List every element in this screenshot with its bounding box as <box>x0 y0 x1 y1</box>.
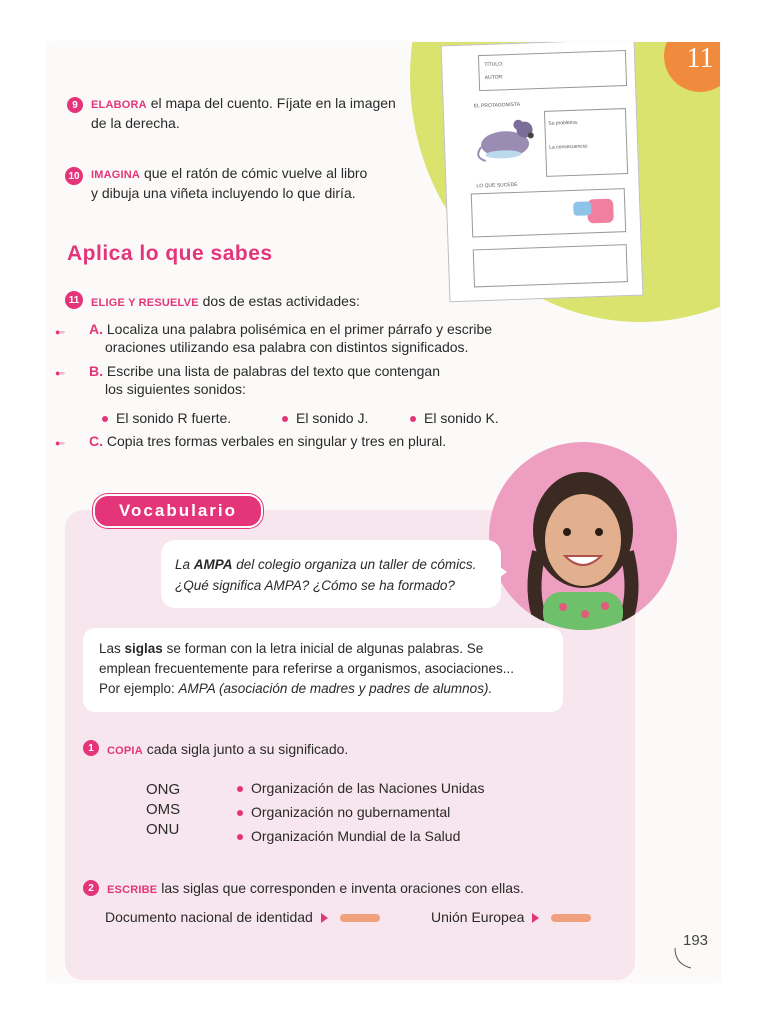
final-box <box>473 244 628 287</box>
page-number: 193 <box>683 932 709 949</box>
activity-text: dos de estas actividades: <box>202 293 360 309</box>
answer-blank[interactable] <box>551 914 591 922</box>
activity-verb: ELABORA <box>91 99 147 111</box>
speech-text: La AMPA del colegio organiza un taller de cómics. ¿Qué significa AMPA? ¿Cómo se ha formado? <box>175 557 477 593</box>
activity-text: que el ratón de cómic vuelve al libro <box>143 165 368 181</box>
activity-9 <box>91 94 421 132</box>
girl-illustration <box>489 442 677 630</box>
activity-text: el mapa del cuento. Fíjate en la imagen <box>150 95 396 111</box>
sticker-decoration-2 <box>573 201 591 216</box>
activity-text-line2: y dibuja una viñeta incluyendo lo que diría. <box>91 185 356 201</box>
answer-blank[interactable] <box>340 914 380 922</box>
exercise-2: ESCRIBE las siglas que corresponden e inventa oraciones con ellas. <box>107 880 524 896</box>
exercise-1: COPIA cada sigla junto a su significado. <box>107 741 349 757</box>
meaning-list <box>237 776 484 848</box>
what-happens-label: LO QUE SUCEDE <box>476 181 518 190</box>
problem-label: Su problema: <box>548 119 579 127</box>
acronym: ONU <box>146 821 180 838</box>
activity-number-badge: 9 <box>67 97 83 113</box>
acronym-list <box>146 780 180 840</box>
title-author-box <box>478 50 627 91</box>
list-item: A. Localiza una palabra polisémica en el primer párrafo y escribe oraciones utilizando esa palabra con distintos significados. <box>89 321 493 355</box>
protagonist-label: EL PROTAGONISTA <box>473 101 521 110</box>
exercise-number-badge: 1 <box>83 740 99 756</box>
fill-in-item: Documento nacional de identidad <box>105 908 380 926</box>
meaning-item: Organización de las Naciones Unidas <box>237 776 484 800</box>
list-item: C. Copia tres formas verbales en singular y tres en plural. <box>89 433 447 449</box>
exercise-number-badge: 2 <box>83 880 99 896</box>
sound-item: El sonido J. <box>282 409 368 427</box>
girl-photo <box>489 442 677 630</box>
fill-in-item: Unión Europea <box>431 908 591 926</box>
acronym: OMS <box>146 801 181 818</box>
activity-verb: ELIGE Y RESUELVE <box>91 297 199 309</box>
activity-number-badge: 10 <box>65 167 83 185</box>
info-text: Las siglas se forman con la letra inicial de algunas palabras. Se emplean frecuentemente para referirse a organismos, asociaciones... Por ejemplo: AMPA (asociación de madres y padres de alumnos). <box>99 641 514 696</box>
section-title-aplica: Aplica lo que sabes <box>67 242 273 265</box>
activity-number-badge: 11 <box>65 291 83 309</box>
story-map-card <box>441 42 644 302</box>
author-field-label: AUTOR: <box>484 74 504 81</box>
difficulty-dots: ●◦◦ <box>55 327 64 337</box>
activity-verb: IMAGINA <box>91 169 141 181</box>
textbook-page <box>47 42 720 982</box>
activity-10 <box>91 164 421 202</box>
consequence-label: La consecuencia: <box>549 143 589 151</box>
mouse-illustration <box>472 115 546 163</box>
speech-bubble-tail <box>493 562 507 582</box>
vocabulario-label: Vocabulario <box>93 494 263 528</box>
sound-item: El sonido K. <box>410 409 499 427</box>
acronym: ONG <box>146 781 181 798</box>
meaning-item: Organización Mundial de la Salud <box>237 824 484 848</box>
sound-item: El sonido R fuerte. <box>102 409 231 427</box>
difficulty-dots: ●◦◦ <box>55 368 64 378</box>
page-corner-curve <box>673 946 697 970</box>
title-field-label: TÍTULO: <box>484 61 504 68</box>
activity-text-line2: de la derecha. <box>91 115 180 131</box>
difficulty-dots: ●◦◦ <box>55 438 64 448</box>
chapter-number: 11 <box>686 43 714 74</box>
meaning-item: Organización no gubernamental <box>237 800 484 824</box>
list-item: B. Escribe una lista de palabras del texto que contengan los siguientes sonidos: <box>89 363 441 397</box>
activity-11 <box>91 292 491 312</box>
